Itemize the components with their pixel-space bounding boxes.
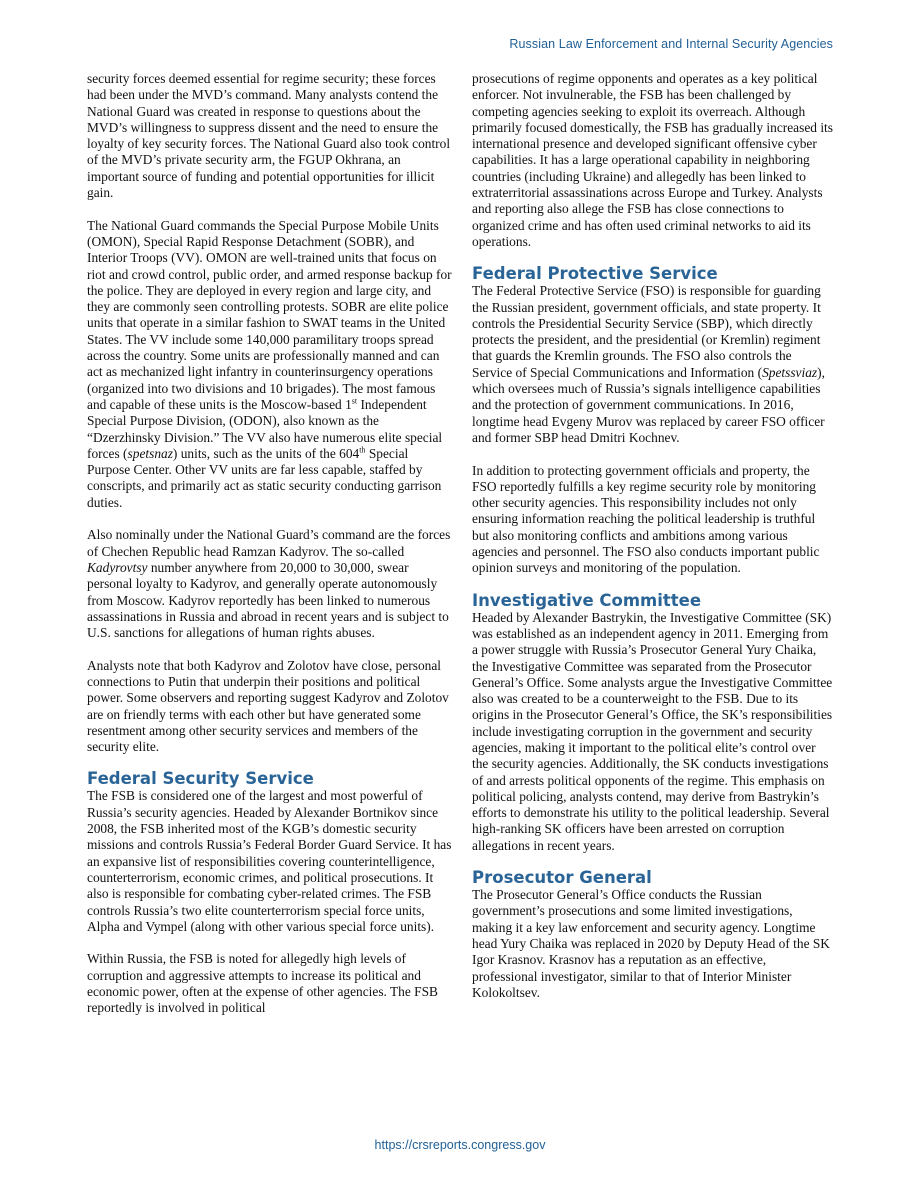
paragraph-fsb-overview: The FSB is considered one of the largest and most powerful of Russia’s security agencies. Headed by Alexander Bortnikov since 2008, the FSB inherited most of the KGB’s domestic security missions and controls Russia’s Federal Border Guard Service. It has an expansive list of responsibilities covering counterintelligence, counterterrorism, economic crimes, and political prosecutions. It also is responsible for combating cyber-related crimes. The FSB controls Russia’s two elite counterterrorism special force units, Alpha and Vympel (along with other various special force units). <box>87 788 452 934</box>
paragraph-fso-role: In addition to protecting government officials and property, the FSO reportedly fulfills a key regime security role by monitoring other security agencies. This responsibility includes not only ensuring information reaching the political leadership is truthful but also monitoring conflicts and ambitions among various agencies and personnel. The FSO also conducts important public opinion surveys and monitoring of the population. <box>472 462 820 576</box>
section-heading-federal-protective-service: Federal Protective Service <box>472 264 718 284</box>
left-column <box>87 71 453 1017</box>
paragraph-prosecutor-general: The Prosecutor General’s Office conducts the Russian government’s prosecutions and some limited investigations, making it a key law enforcement and security agency. Longtime head Yury Chaika was replaced in 2020 by Deputy Head of the SK Igor Krasnov. Krasnov has a reputation as an effective, professional investigator, similar to that of Interior Minister Kolokoltsev. <box>472 887 830 1000</box>
footer-url-link[interactable]: https://crsreports.congress.gov <box>374 1138 546 1152</box>
paragraph-fso-overview: The Federal Protective Service (FSO) is responsible for guarding the Russian president, government officials, and state property. It controls the Presidential Security Service (SBP), which directly protects the president, and the presidential (or Kremlin) regiment that guards the Kremlin grounds. The FSO also controls the Service of Special Communications and Information (Spetssviaz), which oversees much of Russia’s signals intelligence capabilities and the protection of government communications. In 2016, longtime head Evgeny Murov was replaced by career FSO officer and former SBP head Dmitri Kochnev. <box>472 283 825 445</box>
paragraph-fsb-continued: prosecutions of regime opponents and operates as a key political enforcer. Not invulnerable, the FSB has been challenged by competing agencies seeking to exploit its overreach. Although primarily focused domestically, the FSB has gradually increased its international presence and developed significant offensive cyber capabilities. It has a large operational capability in neighboring countries (including Ukraine) and allegedly has been linked to extraterritorial assassinations across Europe and Turkey. Analysts and reporting also allege the FSB has close connections to organized crime and has often used criminal networks to aid its operations. <box>472 71 833 249</box>
section-heading-prosecutor-general: Prosecutor General <box>472 868 652 888</box>
section-heading-investigative-committee: Investigative Committee <box>472 590 702 610</box>
paragraph-investigative-committee: Headed by Alexander Bastrykin, the Investigative Committee (SK) was established as an independent agency in 2011. Emerging from a power struggle with Russia’s Prosecutor General Yury Chaika, the Investigative Committee was separated from the Prosecutor General’s Office. Some analysts argue the Investigative Committee also was created to be a counterweight to the FSB. Due to its origins in the Prosecutor General’s Office, the SK’s responsibilities include investigating corruption in the government and security agencies, making it important to the political elite’s control over the security agencies. Additionally, the SK conducts investigations of and arrests political opponents of the regime. This emphasis on political policing, analysts contend, may derive from Bastrykin’s efforts to demonstrate his utility to the political leadership. Several high-ranking SK officers have been arrested on corruption allegations in recent years. <box>472 609 833 853</box>
paragraph-national-guard-units: The National Guard commands the Special Purpose Mobile Units (OMON), Special Rapid Response Detachment (SOBR), and Interior Troops (VV). OMON are well-trained units that focus on riot and crowd control, public order, and armed response backup for the police. They are deployed in every region and large city, and they are commonly seen controlling protests. SOBR are elite police units that operate in a similar fashion to SWAT teams in the United States. The VV include some 140,000 paramilitary troops spread across the country. Some units are professionally manned and can act as mechanized light infantry in counterinsurgency operations (organized into two divisions and 10 brigades). The most famous and capable of these units is the Moscow-based 1st Independent Special Purpose Division, (ODON), also known as the “Dzerzhinsky Division.” The VV also have numerous elite special forces (spetsnaz) units, such as the units of the 604th Special Purpose Center. Other VV units are far less capable, staffed by conscripts, and primarily act as static security conducting garrison duties. <box>87 217 452 510</box>
running-header: Russian Law Enforcement and Internal Security Agencies <box>509 37 833 51</box>
section-heading-federal-security-service: Federal Security Service <box>87 769 314 789</box>
paragraph-national-guard-intro: security forces deemed essential for regime security; these forces had been under the MVD’s command. Many analysts contend the National Guard was created in response to questions about the MVD’s willingness to suppress dissent and the need to ensure the loyalty of key security forces. The National Guard also took control of the MVD’s private security arm, the FGUP Okhrana, an important source of funding and potential opportunities for illicit gain. <box>87 71 451 201</box>
paragraph-kadyrov: Also nominally under the National Guard’s command are the forces of Chechen Republic head Ramzan Kadyrov. The so-called Kadyrovtsy number anywhere from 20,000 to 30,000, swear personal loyalty to Kadyrov, and generally operate autonomously from Moscow. Kadyrov reportedly has been linked to numerous assassinations in Russia and abroad in recent years and is subject to U.S. sanctions for allegations of human rights abuses. <box>87 527 451 641</box>
paragraph-kadyrov-zolotov: Analysts note that both Kadyrov and Zolotov have close, personal connections to Putin that underpin their positions and political power. Some observers and reporting suggest Kadyrov and Zolotov are on friendly terms with each other but have generated some resentment among other security services and members of the security elite. <box>87 657 449 755</box>
paragraph-fsb-corruption: Within Russia, the FSB is noted for allegedly high levels of corruption and aggressive attempts to increase its political and economic power, often at the expense of other agencies. The FSB reportedly is involved in political <box>87 951 438 1016</box>
right-column <box>472 71 834 1001</box>
